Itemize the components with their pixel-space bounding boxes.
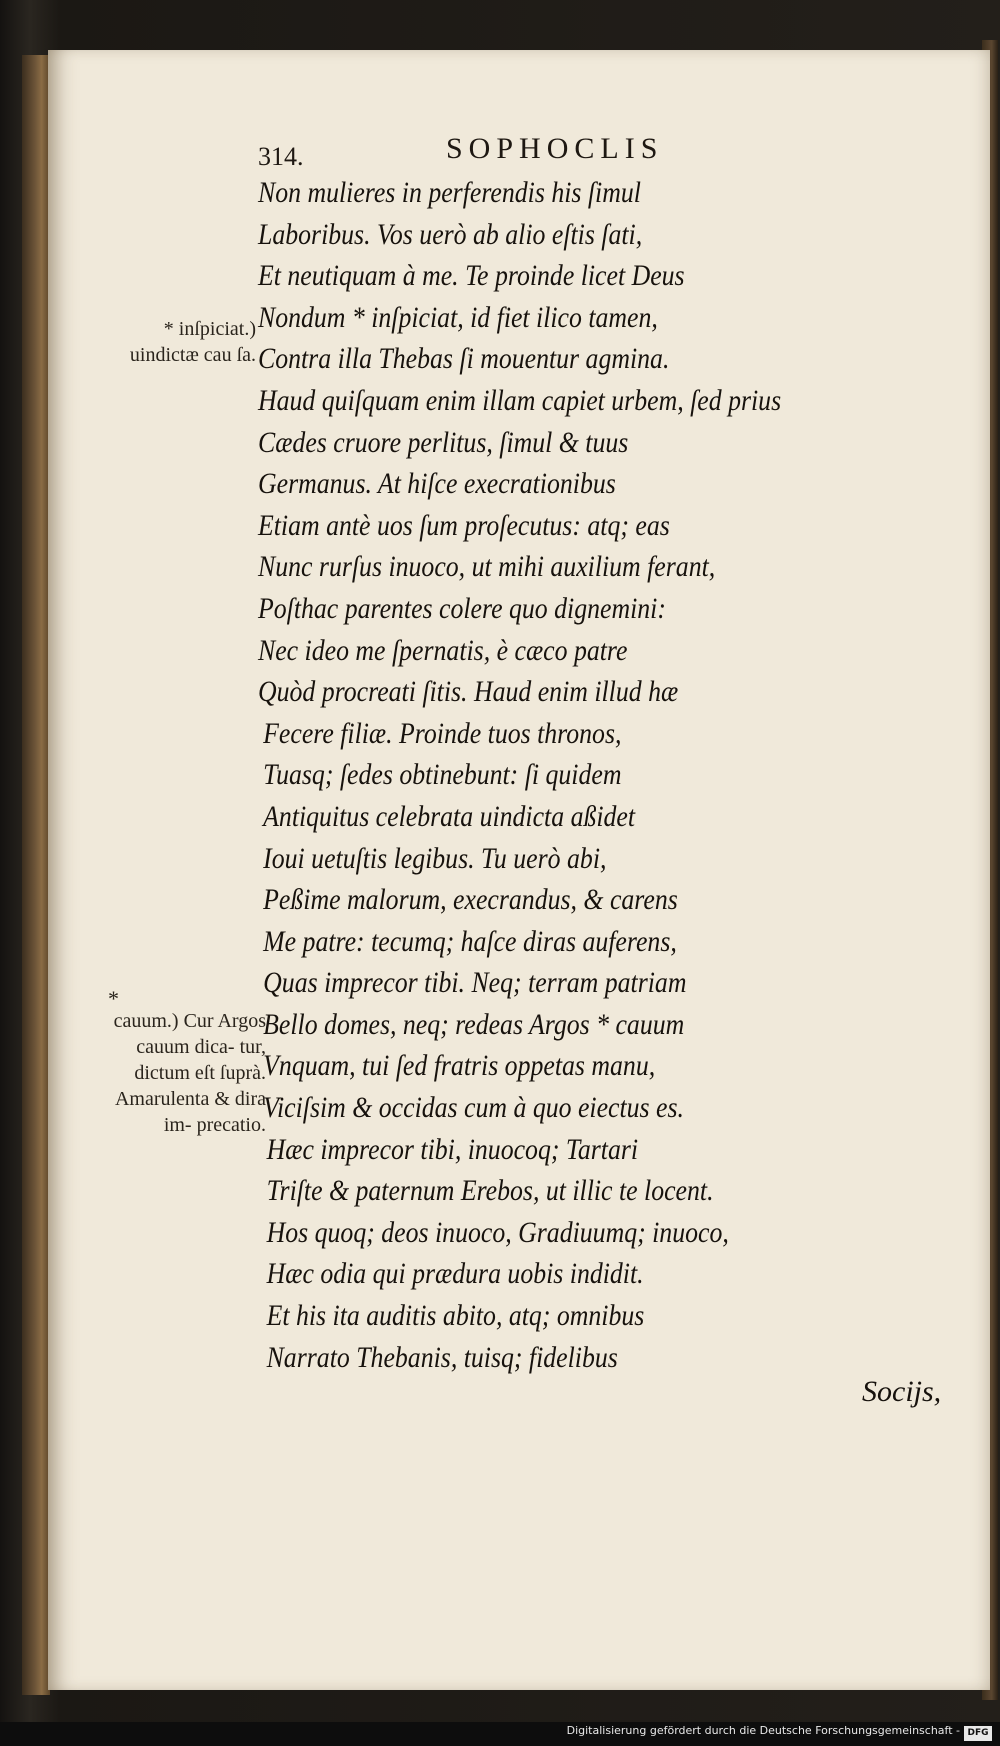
marginal-note-cauum: [108, 986, 266, 1138]
note-asterisk: *: [108, 986, 119, 1011]
verse-line: Contra illa Thebas ſi mouentur agmina.: [258, 342, 670, 376]
verse-line: Narrato Thebanis, tuisq; fidelibus: [266, 1340, 618, 1374]
verse-line: Peßime malorum, execrandus, & carens: [263, 883, 678, 917]
verse-line: Non mulieres in perferendis his ſimul: [258, 176, 641, 209]
verse-line: Nondum * inſpiciat, id fiet ilico tamen,: [258, 300, 658, 334]
verse-line: Cædes cruore perlitus, ſimul & tuus: [258, 425, 629, 459]
verse-line: Laboribus. Vos uerò ab alio eſtis ſati,: [258, 217, 643, 251]
marginal-note-cauum-text: cauum.) Cur Argos cauum dica- tur, dictum eſt ſuprà. Amarulenta & dira im- precatio.: [113, 1010, 266, 1136]
footer-credit: Digitalisierung gefördert durch die Deutsche Forschungsgemeinschaft -: [566, 1724, 960, 1737]
verse-line: Viciſsim & occidas cum à quo eiectus es.: [263, 1091, 684, 1125]
book-edge-left: [22, 55, 50, 1695]
verse-line: Me patre: tecumq; haſce diras auferens,: [263, 924, 677, 958]
marginal-note-inspiciat: * inſpiciat.) uindictæ cau ſa.: [129, 318, 256, 366]
verse-line: Nec ideo me ſpernatis, è cæco patre: [258, 633, 628, 667]
verse-line: Quòd procreati ſitis. Haud enim illud hæ: [258, 675, 679, 709]
verse-line: Et his ita auditis abito, atq; omnibus: [266, 1299, 645, 1333]
verse-line: Ioui uetuſtis legibus. Tu uerò abi,: [263, 841, 607, 875]
verse-line: Vnquam, tui ſed fratris oppetas manu,: [263, 1049, 656, 1083]
verse-line: Triſte & paternum Erebos, ut illic te locent.: [266, 1174, 714, 1208]
verse-line: Hos quoq; deos inuoco, Gradiuumq; inuoco,: [266, 1215, 729, 1249]
verse-line: Et neutiquam à me. Te proinde licet Deus: [258, 259, 685, 293]
verse-line: Haud quiſquam enim illam capiet urbem, ſed prius: [258, 383, 782, 417]
verse-line: Fecere filiæ. Proinde tuos thronos,: [263, 716, 622, 750]
verse-line: Hæc imprecor tibi, inuocoq; Tartari: [266, 1132, 639, 1166]
verse-line: Quas imprecor tibi. Neq; terram patriam: [263, 966, 687, 1000]
verse-line: Tuasq; ſedes obtinebunt: ſi quidem: [263, 758, 622, 792]
running-head: SOPHOCLIS: [446, 132, 664, 165]
verse-line: Nunc rurſus inuoco, ut mihi auxilium ferant,: [258, 550, 716, 584]
verse-line: Poſthac parentes colere quo dignemini:: [258, 591, 666, 625]
verse-text: [258, 172, 908, 1378]
verse-line: Antiquitus celebrata uindicta aßidet: [263, 799, 636, 833]
verse-line: Etiam antè uos ſum proſecutus: atq; eas: [258, 508, 670, 542]
verse-line: Hæc odia qui prædura uobis indidit.: [266, 1257, 644, 1291]
digitization-footer: [0, 1722, 1000, 1746]
verse-line: Bello domes, neq; redeas Argos * cauum: [263, 1007, 685, 1041]
dfg-logo-icon: DFG: [964, 1726, 992, 1741]
verse-line: Germanus. At hiſce execrationibus: [258, 467, 616, 501]
catchword: Socijs,: [862, 1375, 942, 1408]
page-number: 314.: [258, 142, 304, 171]
